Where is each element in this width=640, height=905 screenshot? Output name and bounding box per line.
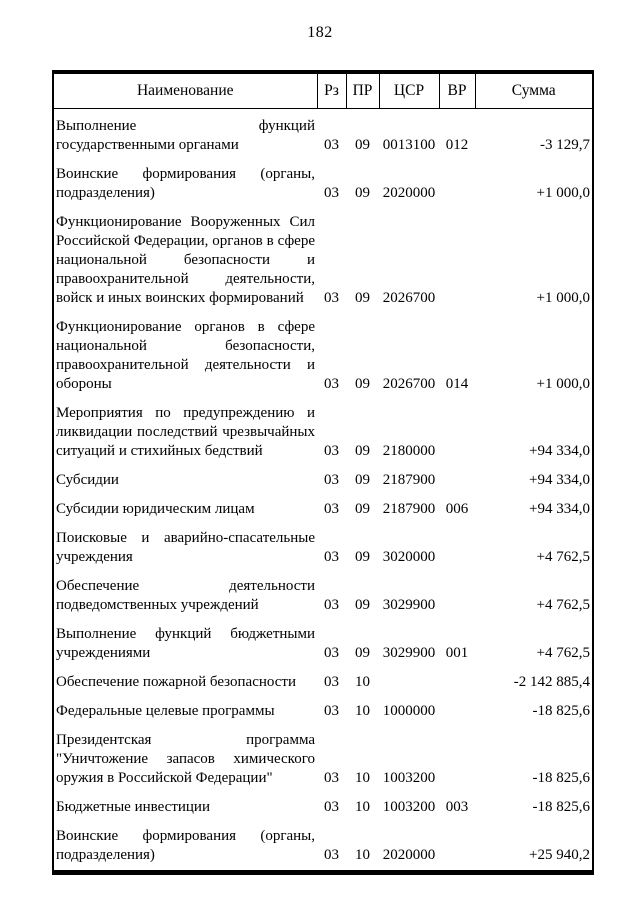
row-summa: -18 825,6 [532,770,590,786]
table-body [53,109,593,873]
row-summa: +94 334,0 [529,472,590,488]
row-tsr: 2020000 [382,847,436,863]
row-pr: 10 [355,799,370,815]
row-name: Функционирование Вооруженных Сил Российской Федерации, органов в сфере национальной безопасности и правоохранительной деятельности, войск и иных воинских формирований [56,214,315,306]
row-name: Мероприятия по предупреждению и ликвидации последствий чрезвычайных ситуаций и стихийных бедствий [56,405,315,459]
row-pr: 09 [355,185,370,201]
table-row [53,620,593,668]
row-tsr: 0013100 [382,137,436,153]
row-vr [439,726,475,793]
row-pr: 09 [355,137,370,153]
table-row [53,313,593,399]
row-summa: +4 762,5 [536,549,590,565]
row-rz: 03 [324,799,339,815]
row-rz: 03 [324,770,339,786]
row-summa: +94 334,0 [529,443,590,459]
row-tsr: 1000000 [382,703,436,719]
row-pr: 09 [355,290,370,306]
row-name: Субсидии [56,472,119,488]
row-vr [439,668,475,697]
row-pr: 10 [355,703,370,719]
header-summa: Сумма [475,72,593,109]
table-row [53,793,593,822]
row-rz: 03 [324,847,339,863]
row-tsr: 3029900 [382,597,436,613]
row-pr: 10 [355,847,370,863]
row-summa: -2 142 885,4 [513,674,590,690]
row-vr [439,572,475,620]
row-tsr [379,668,439,697]
header-tsr: ЦСР [379,72,439,109]
row-rz: 03 [324,443,339,459]
row-rz: 03 [324,472,339,488]
row-tsr: 1003200 [382,770,436,786]
row-summa: +25 940,2 [529,847,590,863]
row-tsr: 2026700 [382,376,436,392]
row-name: Бюджетные инвестиции [56,799,210,815]
row-tsr: 2187900 [382,501,436,517]
table-row [53,572,593,620]
row-rz: 03 [324,674,339,690]
row-vr [439,208,475,313]
row-rz: 03 [324,376,339,392]
row-vr: 006 [445,501,469,517]
row-pr: 10 [355,770,370,786]
row-pr: 10 [355,674,370,690]
row-vr: 001 [445,645,469,661]
table-row [53,668,593,697]
row-summa: +1 000,0 [536,185,590,201]
row-rz: 03 [324,597,339,613]
row-pr: 09 [355,443,370,459]
row-name: Обеспечение пожарной безопасности [56,674,297,690]
row-tsr: 3029900 [382,645,436,661]
row-vr: 003 [445,799,469,815]
row-rz: 03 [324,501,339,517]
row-rz: 03 [324,290,339,306]
row-name: Президентская программа "Уничтожение запасов химического оружия в Российской Федерации" [56,732,315,786]
row-name: Выполнение функций государственными органами [56,118,315,153]
row-vr [439,822,475,873]
row-tsr: 1003200 [382,799,436,815]
page-number: 182 [307,24,333,41]
header-name: Наименование [53,72,317,109]
row-name: Выполнение функций бюджетными учреждениями [56,626,315,661]
table-row [53,697,593,726]
row-summa: +94 334,0 [529,501,590,517]
row-summa: -3 129,7 [540,137,590,153]
row-pr: 09 [355,645,370,661]
row-summa: -18 825,6 [532,703,590,719]
row-name: Федеральные целевые программы [56,703,275,719]
row-tsr: 2187900 [382,472,436,488]
row-pr: 09 [355,501,370,517]
row-vr [439,697,475,726]
row-name: Воинские формирования (органы, подразделения) [56,828,315,863]
row-tsr: 2026700 [382,290,436,306]
row-rz: 03 [324,645,339,661]
row-vr [439,524,475,572]
table-row [53,109,593,161]
row-vr [439,160,475,208]
row-vr: 014 [445,376,469,392]
table-row [53,495,593,524]
row-summa: +4 762,5 [536,645,590,661]
row-summa: -18 825,6 [532,799,590,815]
row-name: Воинские формирования (органы, подразделения) [56,166,315,201]
row-name: Поисковые и аварийно-спасательные учреждения [56,530,315,565]
row-summa: +1 000,0 [536,376,590,392]
table-row [53,399,593,466]
row-rz: 03 [324,185,339,201]
table-row [53,726,593,793]
header-vr: ВР [439,72,475,109]
table-row [53,524,593,572]
row-pr: 09 [355,376,370,392]
row-name: Субсидии юридическим лицам [56,501,255,517]
table-row [53,208,593,313]
row-name: Обеспечение деятельности подведомственных учреждений [56,578,315,613]
table-row [53,822,593,873]
row-rz: 03 [324,703,339,719]
row-tsr: 2020000 [382,185,436,201]
row-rz: 03 [324,137,339,153]
header-pr: ПР [346,72,379,109]
row-summa: +1 000,0 [536,290,590,306]
row-tsr: 2180000 [382,443,436,459]
row-pr: 09 [355,472,370,488]
row-vr [439,399,475,466]
row-vr [439,466,475,495]
row-rz: 03 [324,549,339,565]
table-row [53,160,593,208]
table-header-row [53,72,593,109]
row-summa: +4 762,5 [536,597,590,613]
row-tsr: 3020000 [382,549,436,565]
row-pr: 09 [355,549,370,565]
row-pr: 09 [355,597,370,613]
row-name: Функционирование органов в сфере национальной безопасности, правоохранительной деятельности и обороны [56,319,315,392]
table-row [53,466,593,495]
budget-table [52,70,594,875]
row-vr: 012 [445,137,469,153]
header-rz: Рз [317,72,346,109]
